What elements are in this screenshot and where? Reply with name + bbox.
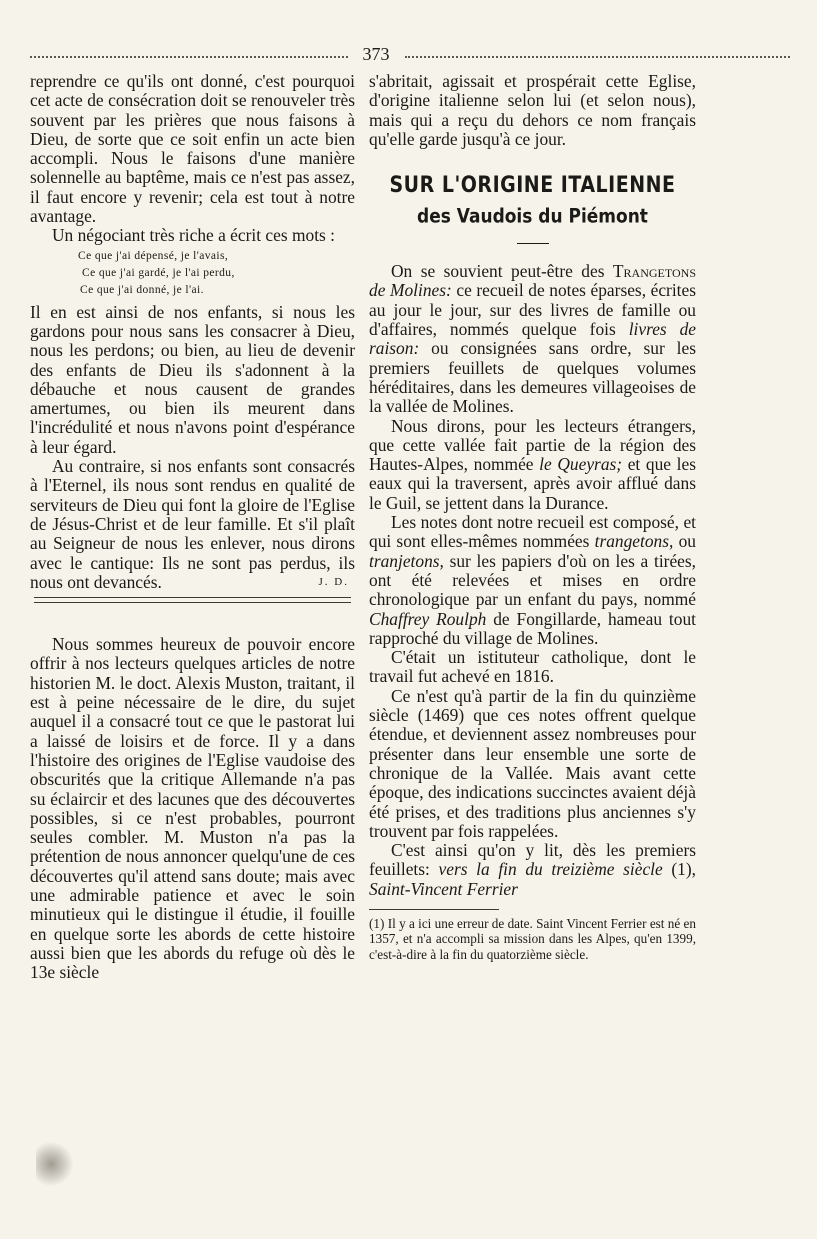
p4-text-d: de Fongillarde, hameau tout rapproché du village de Molines. <box>369 608 696 648</box>
right-paragraph-5: C'était un istituteur catholique, dont le travail fut achevé en 1816. <box>369 647 696 687</box>
left-paragraph-4-text: Au contraire, si nos enfants sont consacrés à l'Eternel, ils nous sont rendus en qualité de serviteurs de Dieu qui font la gloire de l'Eglise de Jésus-Christ et de leur famille. Et s'il plaît au Seigneur de nous les enlever, nous dirons avec le cantique: Ils ne sont pas perdus, ils nous ont devancés. <box>30 456 355 592</box>
right-paragraph-4 <box>369 513 696 648</box>
footnote-rule <box>369 909 499 910</box>
p7-text-b: (1), <box>662 859 696 880</box>
article-title: SUR L'ORIGINE ITALIENNE <box>389 172 676 198</box>
section-separator <box>34 597 351 603</box>
verse-line-1: Ce que j'ai dépensé, je l'avais, <box>78 249 229 262</box>
left-paragraph-3: Il en est ainsi de nos enfants, si nous les gardons pour nous sans les consacrer à Dieu, nous les perdons; ou bien, au lieu de devenir des enfants de Dieu ils s'adonnent à la débauche et nous causent de grandes amertumes, ou bien ils meurent dans l'incrédulité et nous n'avons point d'espérance à leur égard. <box>30 301 355 457</box>
right-paragraph-2 <box>369 262 696 416</box>
p4-text-b: ou <box>673 531 696 552</box>
left-paragraph-5: Nous sommes heureux de pouvoir encore offrir à nos lecteurs quelques articles de notre historien M. le doct. Alexis Muston, traitant, il est à peine nécessaire de le dire, du sujet auquel il a consacré tout ce que le pastorat lui a laissé de loisirs et de force. Il y a dans l'histoire des origines de l'Eglise vaudoise des obscurités que la critique Allemande n'a pas su éclaircir et des lacunes que des découvertes possibles, si ce n'est probables, pourront seules combler. M. Muston n'a pas la prétention de nous annoncer quelqu'une de ces découvertes qu'il attend sans doute; mais avec une admirable patience et avec le soin minutieux qui le distingue il étudie, il fouille en quelque sorte les abords de cette histoire aussi bien que les abords du refuge où dès le 13e siècle <box>30 634 355 983</box>
title-rule <box>517 243 549 244</box>
left-paragraph-1: reprendre ce qu'ils ont donné, c'est pourquoi cet acte de consécration doit se renouveler très souvent par les prières que nous faisons à Dieu, de sorte que ce soit enfin un acte bien accompli. Nous le faisons d'une manière solennelle au baptême, mais ce n'est pas assez, il faut encore y revenir; cela est tout à notre avantage. <box>30 71 355 227</box>
left-paragraph-2: Un négociant très riche a écrit ces mots : <box>52 225 335 246</box>
p4-italic-1: trangetons, <box>594 531 674 552</box>
p3-text-b: et que les eaux qui la traversent, après avoir afflué dans le Guil, se jettent dans la Durance. <box>369 454 696 513</box>
p7-text-a: C'est ainsi qu'on y lit, dès les premiers feuillets: <box>369 840 696 880</box>
page-number: 373 <box>362 44 390 64</box>
signature: J. D. <box>318 575 349 588</box>
p3-text-a: Nous dirons, pour les lecteurs étrangers, que cette vallée fait partie de la région des Hautes-Alpes, nommée <box>369 415 696 475</box>
article-subtitle: des Vaudois du Piémont <box>417 205 648 229</box>
footnote: (1) Il y a ici une erreur de date. Saint Vincent Ferrier est né en 1357, et n'a accompli sa mission dans les Alpes, qu'en 1399, c'est-à-dire à la fin du quatorzième siècle. <box>369 915 696 962</box>
left-column <box>30 72 355 982</box>
p3-italic: le Queyras; <box>539 454 623 475</box>
p2-text-a: On se souvient peut-être des <box>391 261 613 282</box>
p7-italic-1: vers la fin du treizième siècle <box>438 859 663 880</box>
page-header <box>30 44 790 70</box>
right-paragraph-3 <box>369 417 696 513</box>
header-rule-right <box>405 56 790 58</box>
p2-text-c: ou consignées sans ordre, sur les premiers feuillets de quelques volumes héréditaires, dans les demeures villageoises de la vallée de Molines. <box>369 338 696 417</box>
p2-text-b: ce recueil de notes éparses, écrites au jour le jour, sur des livres de famille ou d'affaires, nommés quelque fois <box>369 280 696 340</box>
p7-italic-2: Saint-Vincent Ferrier <box>369 878 518 899</box>
header-rule-left <box>30 56 348 58</box>
p4-italic-2: tranjetons, <box>369 550 444 571</box>
left-paragraph-4 <box>30 457 355 592</box>
verse-quote <box>78 248 355 299</box>
p2-italic: de Molines: <box>369 280 452 301</box>
right-column <box>369 72 696 962</box>
p4-text-c: sur les papiers d'où on les a tirées, ont été relevées et mises en ordre chronologique par un enfant du pays, nommé <box>369 550 696 610</box>
right-paragraph-6: Ce n'est qu'à partir de la fin du quinzième siècle (1469) que ces notes offrent quelque étendue, et deviennent assez nombreuses pour présenter dans leur ensemble une sorte de chronique de la Vallée. Mais avant cette époque, des indications succinctes avaient déjà été prises, et des traditions plus anciennes s'y trouvent par fois rappelées. <box>369 685 696 841</box>
p4-italic-3: Chaffrey Roulph <box>369 608 487 629</box>
p2-italic-2: livres de raison: <box>369 319 696 359</box>
right-paragraph-1: s'abritait, agissait et prospérait cette Eglise, d'origine italienne selon lui (et selon nous), mais qui a reçu du dehors ce nom français qu'elle garde jusqu'à ce jour. <box>369 71 696 149</box>
ink-stain <box>36 1142 74 1186</box>
p4-text-a: Les notes dont notre recueil est composé, et qui sont elles-mêmes nommées <box>369 512 696 552</box>
verse-line-2: Ce que j'ai gardé, je l'ai perdu, <box>82 266 235 279</box>
p2-smallcaps: Trangetons <box>612 261 696 282</box>
right-paragraph-7 <box>369 841 696 899</box>
verse-line-3: Ce que j'ai donné, je l'ai. <box>80 283 204 296</box>
